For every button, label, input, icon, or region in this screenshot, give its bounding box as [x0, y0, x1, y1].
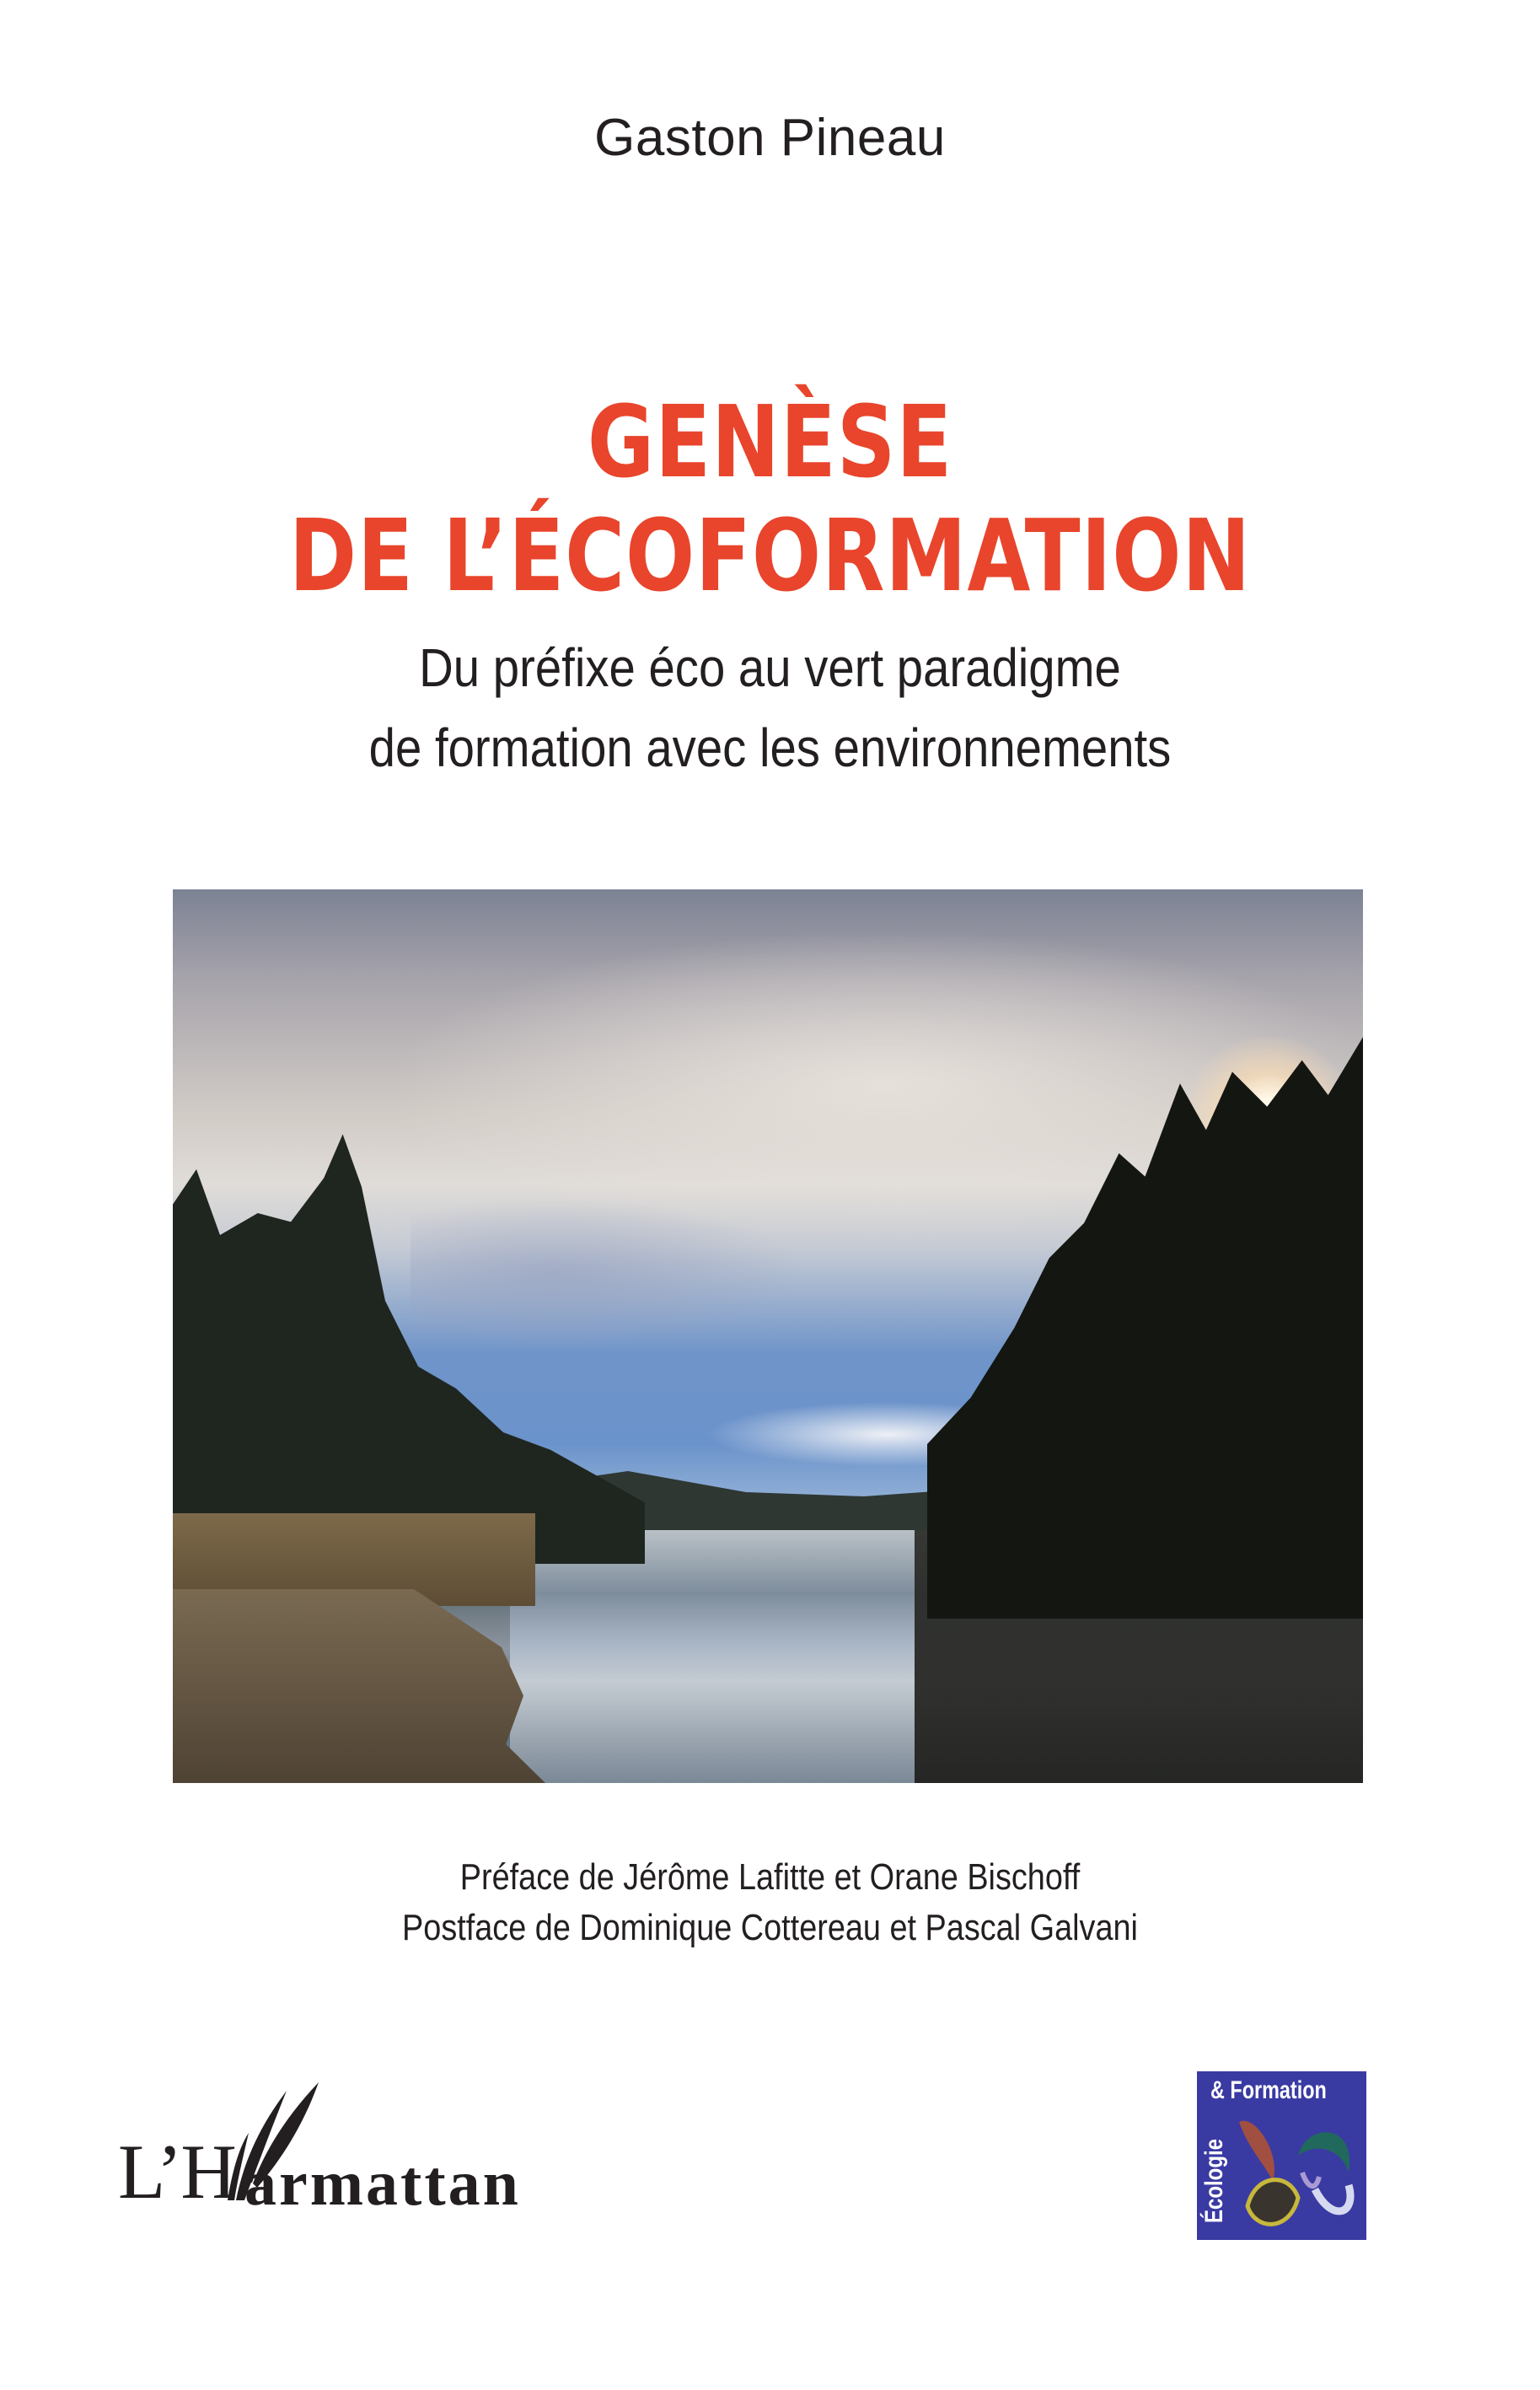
book-subtitle-line-2: de formation avec les environnements [368, 717, 1172, 778]
collection-label-side: Écologie [1200, 2138, 1228, 2223]
collection-logo [1197, 2071, 1366, 2240]
preface-credit: Préface de Jérôme Lafitte et Orane Bischoff [459, 1856, 1081, 1898]
book-subtitle-line-1: Du préfixe éco au vert paradigme [419, 637, 1121, 698]
postface-credit: Postface de Dominique Cottereau et Pascal Galvani [402, 1907, 1138, 1948]
publisher-logo-initial: L’H [118, 2129, 235, 2215]
cover-photo [173, 889, 1363, 1783]
collection-label-top: & Formation [1210, 2076, 1327, 2104]
swirl-emblem-icon [1222, 2105, 1366, 2240]
publisher-logo [118, 2082, 521, 2226]
author-name: Gaston Pineau [594, 109, 946, 167]
book-title-line-1: GENÈSE [587, 384, 953, 500]
publisher-logo-text: armattan [244, 2148, 521, 2219]
book-title-line-2: DE L’ÉCOFORMATION [288, 497, 1252, 614]
